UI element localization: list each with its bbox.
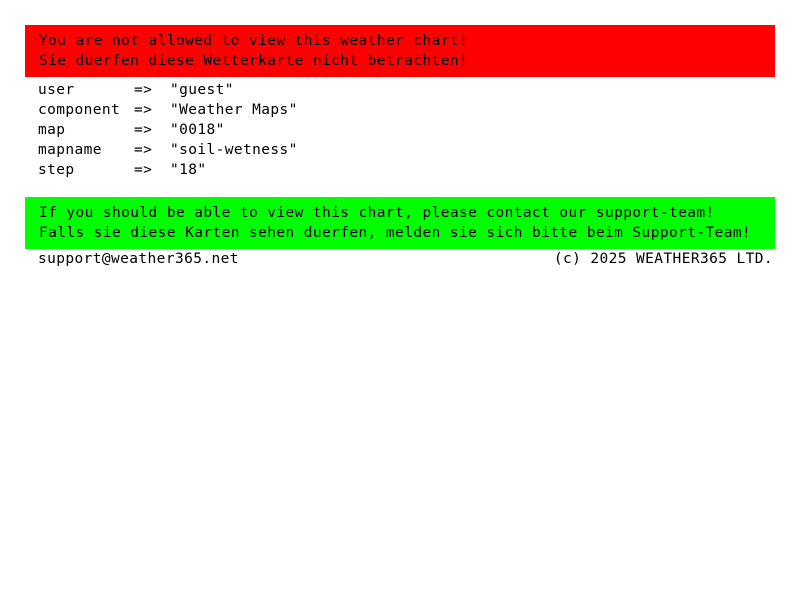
copyright-text: (c) 2025 WEATHER365 LTD. [553, 251, 773, 267]
parameter-arrow: => [134, 122, 153, 138]
parameter-key: user [38, 82, 75, 98]
info-banner-line-de: Falls sie diese Karten sehen duerfen, melden sie sich bitte beim Support-Team! [39, 225, 752, 241]
parameter-value: "18" [170, 162, 207, 178]
parameter-arrow: => [134, 82, 153, 98]
support-email-link[interactable]: support@weather365.net [38, 251, 239, 267]
parameter-row-mapname [38, 140, 738, 160]
parameter-row-component [38, 100, 738, 120]
parameter-arrow: => [134, 142, 153, 158]
parameter-key: mapname [38, 142, 102, 158]
error-banner-line-de: Sie duerfen diese Wetterkarte nicht betrachten! [39, 53, 469, 69]
parameter-value: "Weather Maps" [170, 102, 298, 118]
parameter-key: map [38, 122, 66, 138]
parameter-value: "soil-wetness" [170, 142, 298, 158]
parameter-key: component [38, 102, 121, 118]
parameter-row-map [38, 120, 738, 140]
parameter-row-user [38, 80, 738, 100]
footer [38, 249, 773, 269]
parameter-arrow: => [134, 162, 153, 178]
parameter-row-step [38, 160, 738, 180]
info-banner-line-en: If you should be able to view this chart, please contact our support-team! [39, 205, 715, 221]
info-banner [25, 197, 775, 249]
parameter-value: "0018" [170, 122, 225, 138]
parameter-value: "guest" [170, 82, 234, 98]
error-banner-line-en: You are not allowed to view this weather chart! [39, 33, 469, 49]
parameter-key: step [38, 162, 75, 178]
error-banner [25, 25, 775, 77]
parameter-arrow: => [134, 102, 153, 118]
parameter-list [38, 80, 738, 180]
